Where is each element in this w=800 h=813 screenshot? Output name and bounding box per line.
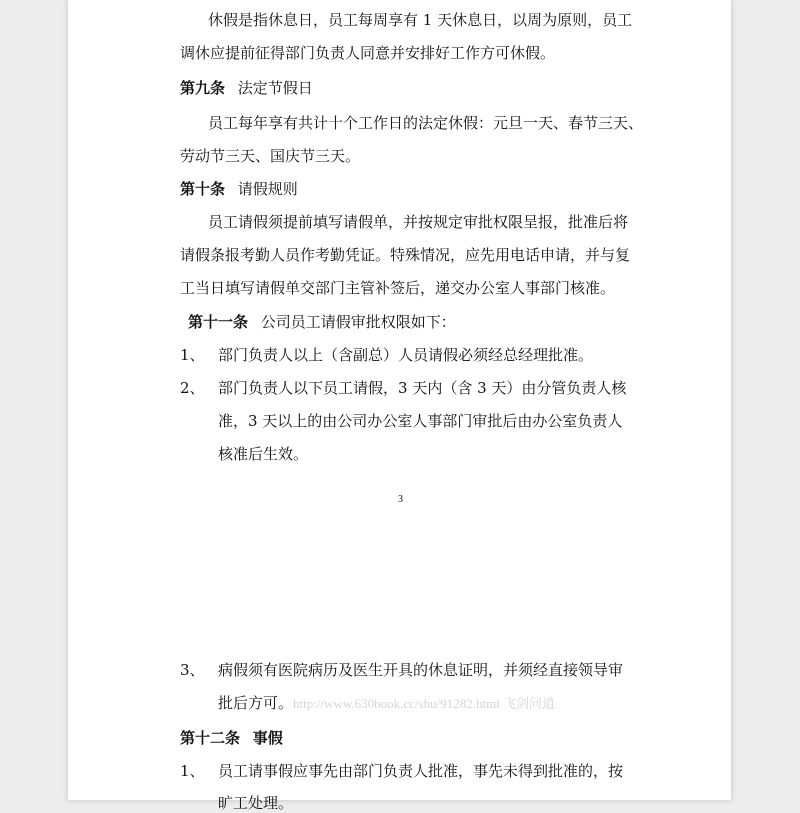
paragraph-rest-line-2: 调休应提前征得部门负责人同意并安排好工作方可休假。 xyxy=(180,44,556,62)
watermark-link: http://www.630book.cc/shu/91282.html 飞剑问道 xyxy=(293,696,556,711)
article-9-label: 第九条 xyxy=(180,79,226,97)
list-item-2-line-3: 核准后生效。 xyxy=(218,445,309,463)
article-12-heading xyxy=(180,728,283,748)
article-9-title: 法定节假日 xyxy=(237,79,313,97)
list-item-3-line-1: 病假须有医院病历及医生开具的休息证明，并须经直接领导审 xyxy=(218,661,624,679)
list-item-3-number: 3、 xyxy=(180,661,205,679)
article-10-label: 第十条 xyxy=(180,180,226,198)
list-item-3-line-2: 批后方可。 xyxy=(218,694,294,712)
paragraph-holiday-line-1: 员工每年享有共计十个工作日的法定休假：元旦一天、春节三天、 xyxy=(208,114,644,132)
page-number: 3 xyxy=(398,494,403,505)
article-9-heading xyxy=(180,78,313,98)
list-item-3-line-2-row xyxy=(218,693,555,714)
article-11-heading xyxy=(188,312,456,332)
paragraph-rest-line-1: 休假是指休息日，员工每周享有 1 天休息日，以周为原则，员工 xyxy=(208,11,633,29)
paragraph-leave-line-2: 请假条报考勤人员作考勤凭证。特殊情况，应先用电话申请，并与复 xyxy=(180,246,631,264)
paragraph-leave-line-1: 员工请假须提前填写请假单，并按规定审批权限呈报，批准后将 xyxy=(208,213,629,231)
list-item-1-text: 部门负责人以上（含副总）人员请假必须经总经理批准。 xyxy=(218,346,594,364)
list-item-4-line-2: 旷工处理。 xyxy=(218,794,294,812)
list-item-2-line-1: 部门负责人以下员工请假，3 天内（含 3 天）由分管负责人核 xyxy=(218,379,627,397)
article-10-heading xyxy=(180,179,298,199)
article-11-label: 第十一条 xyxy=(188,313,249,331)
article-12-title: 事假 xyxy=(252,729,283,747)
list-item-1-number: 1、 xyxy=(180,346,205,364)
list-item-2-number: 2、 xyxy=(180,379,205,397)
list-item-2-line-2: 准，3 天以上的由公司办公室人事部门审批后由办公室负责人 xyxy=(218,412,623,430)
article-12-label: 第十二条 xyxy=(180,729,241,747)
list-item-4-number: 1、 xyxy=(180,762,205,780)
paragraph-holiday-line-2: 劳动节三天、国庆节三天。 xyxy=(180,147,361,165)
article-11-title: 公司员工请假审批权限如下： xyxy=(260,313,456,331)
document-page xyxy=(68,0,731,812)
list-item-4-line-1: 员工请事假应事先由部门负责人批准，事先未得到批准的，按 xyxy=(218,762,624,780)
paragraph-leave-line-3: 工当日填写请假单交部门主管补签后，递交办公室人事部门核准。 xyxy=(180,279,616,297)
article-10-title: 请假规则 xyxy=(237,180,298,198)
